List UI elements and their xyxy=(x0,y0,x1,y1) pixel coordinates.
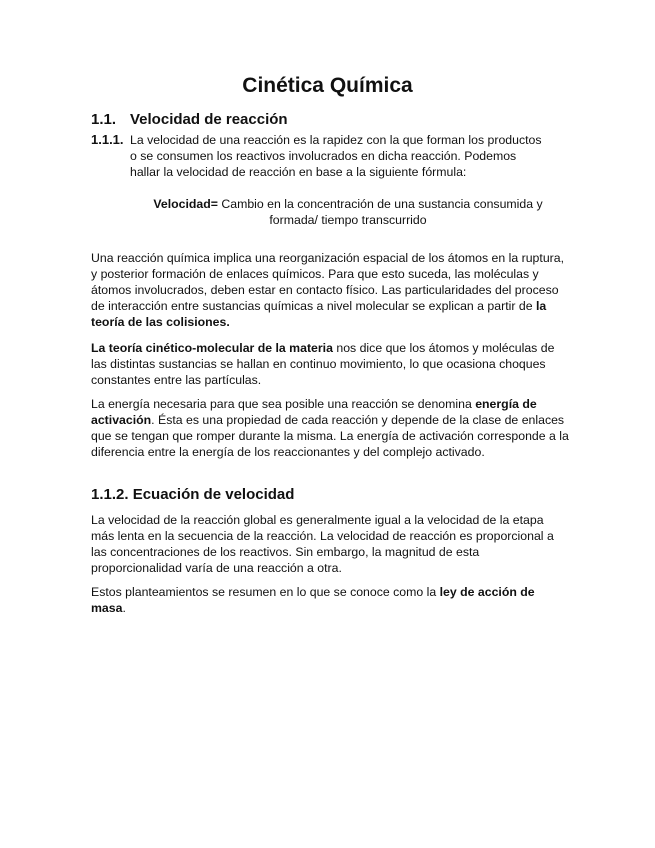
paragraph-bold: la teoría de las colisiones. xyxy=(91,299,547,329)
subsection-text-line-1: La velocidad de una reacción es la rapidez con la que forman los productos xyxy=(130,133,542,147)
section-heading-1-1 xyxy=(91,111,288,128)
subsection-1-1-1 xyxy=(91,132,569,180)
paragraph-text-after: . xyxy=(122,601,126,615)
paragraph-bold: La teoría cinético-molecular de la materia xyxy=(91,341,333,355)
paragraph-bold: energía de activación xyxy=(91,397,537,427)
velocity-formula xyxy=(140,196,556,228)
paragraph-text: nos dice que los átomos y moléculas de las distintas sustancias se hallan en continuo movimiento, lo que ocasiona choques constantes entre las partículas. xyxy=(91,341,555,387)
paragraph-rate-equation xyxy=(91,512,569,576)
formula-line-1 xyxy=(140,196,556,212)
section-heading-1-1-2 xyxy=(91,486,294,503)
paragraph-collisions xyxy=(91,250,569,330)
page-title: Cinética Química xyxy=(242,74,413,97)
paragraph-mass-action xyxy=(91,584,569,616)
paragraph-text: Una reacción química implica una reorganización espacial de los átomos en la ruptura, y posterior formación de enlaces químicos. Para que esto suceda, las moléculas y átomos involucrados, deben estar en contacto físico. Las particularidades del proceso de interacción entre sustancias químicas a nivel molecular se explican a partir de xyxy=(91,251,565,313)
subsection-text-line-2: o se consumen los reactivos involucrados en dicha reacción. Podemos xyxy=(130,149,517,163)
subsection-text-line-3: hallar la velocidad de reacción en base a la siguiente fórmula: xyxy=(130,165,467,179)
paragraph-text-before: La energía necesaria para que sea posible una reacción se denomina xyxy=(91,397,476,411)
subsection-number: 1.1.1. xyxy=(91,132,124,147)
section-number: 1.1.2. xyxy=(91,486,129,503)
paragraph-text-before: Estos planteamientos se resumen en lo que se conoce como la xyxy=(91,585,440,599)
paragraph-text: La velocidad de la reacción global es generalmente igual a la velocidad de la etapa más lenta en la secuencia de la reacción. La velocidad de reacción es proporcional a las concentraciones de los reactivos. Sin embargo, la magnitud de esta proporcionalidad varía de una reacción a otra. xyxy=(91,513,554,575)
formula-label: Velocidad= xyxy=(153,197,218,211)
paragraph-text-after: . Ésta es una propiedad de cada reacción y depende de la clase de enlaces que se tengan que romper durante la misma. La energía de activación corresponde a la diferencia entre la energía de los reaccionantes y del complejo activado. xyxy=(91,413,569,459)
subsection-line-1 xyxy=(91,132,569,148)
section-heading-text: Velocidad de reacción xyxy=(130,111,288,128)
section-heading-text: Ecuación de velocidad xyxy=(132,486,295,503)
section-number: 1.1. xyxy=(91,111,117,128)
paragraph-activation-energy xyxy=(91,396,569,460)
formula-text-line-1: Cambio en la concentración de una sustancia consumida y xyxy=(217,197,543,211)
formula-text-line-2: formada/ tiempo transcurrido xyxy=(269,213,427,227)
paragraph-bold: ley de acción de masa xyxy=(91,585,535,615)
paragraph-kinetic-theory xyxy=(91,340,569,388)
